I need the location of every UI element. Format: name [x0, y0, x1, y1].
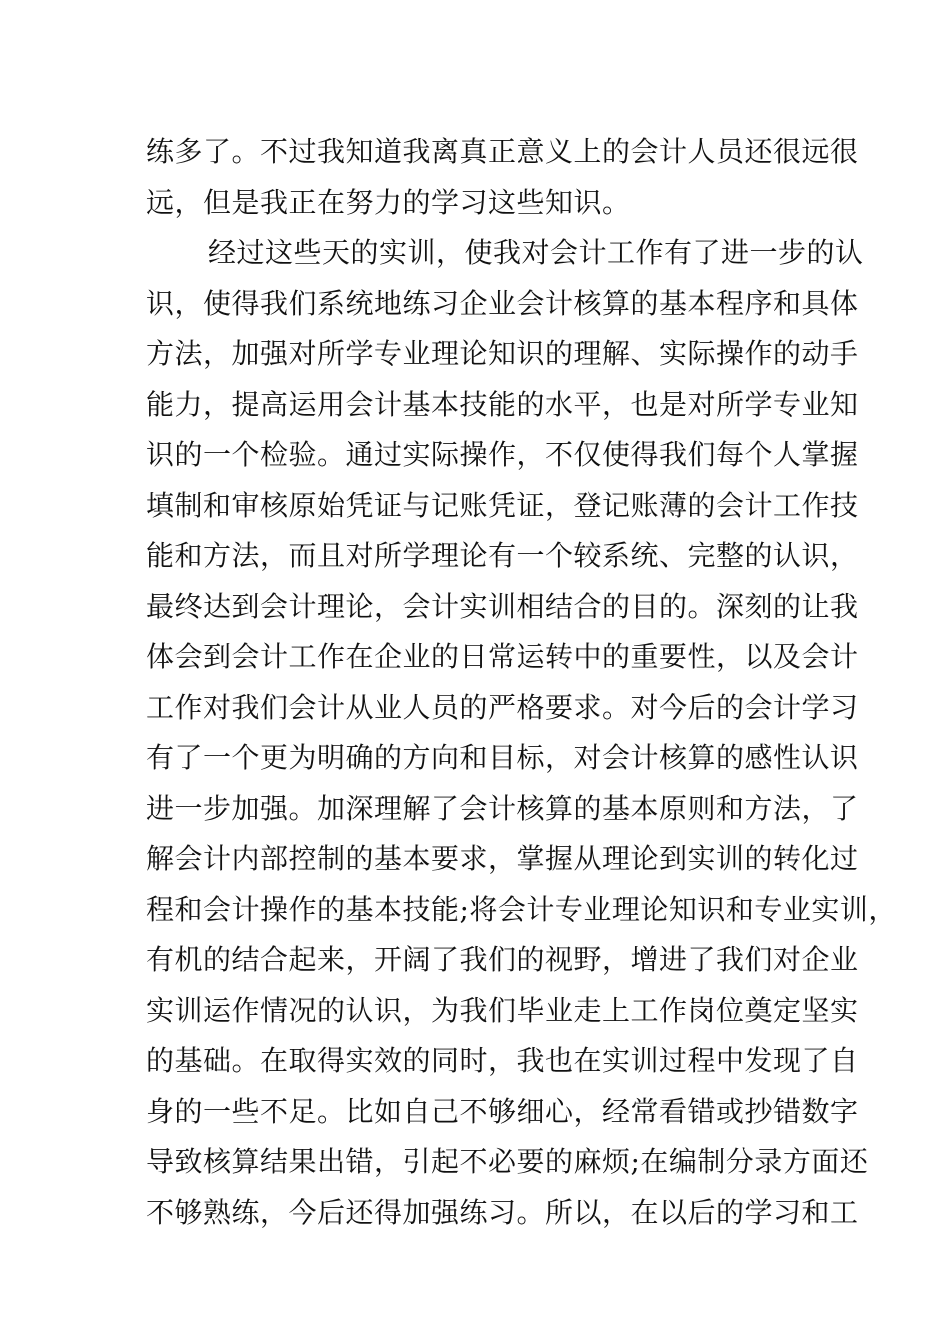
- text-line: 能和方法，而且对所学理论有一个较系统、完整的认识，: [146, 539, 859, 572]
- text-line: 实训运作情况的认识，为我们毕业走上工作岗位奠定坚实: [146, 993, 859, 1027]
- paragraph-first-line: 经过这些天的实训，使我对会计工作有了进一步的认: [208, 236, 864, 269]
- text-line: 识的一个检验。通过实际操作，不仅使得我们每个人掌握: [146, 438, 859, 471]
- text-line: 不够熟练，今后还得加强练习。所以，在以后的学习和工: [146, 1195, 859, 1229]
- text-line: 最终达到会计理论，会计实训相结合的目的。深刻的让我: [146, 589, 859, 623]
- text-line: 工作对我们会计从业人员的严格要求。对今后的会计学习: [146, 690, 859, 724]
- document-body: [146, 127, 897, 1238]
- text-line: 解会计内部控制的基本要求，掌握从理论到实训的转化过: [146, 842, 859, 875]
- text-line: 远，但是我正在努力的学习这些知识。: [146, 185, 631, 219]
- text-line: 程和会计操作的基本技能;将会计专业理论知识和专业实训，: [146, 892, 897, 926]
- text-line: 方法，加强对所学专业理论知识的理解、实际操作的动手: [146, 337, 859, 370]
- text-line: 练多了。不过我知道我离真正意义上的会计人员还很远很: [146, 135, 859, 168]
- text-line: 进一步加强。加深理解了会计核算的基本原则和方法，了: [146, 791, 859, 825]
- text-line: 体会到会计工作在企业的日常运转中的重要性，以及会计: [146, 640, 859, 673]
- text-line: 导致核算结果出错，引起不必要的麻烦;在编制分录方面还: [146, 1145, 869, 1178]
- text-line: 有机的结合起来，开阔了我们的视野，增进了我们对企业: [146, 943, 859, 976]
- text-line: 身的一些不足。比如自己不够细心，经常看错或抄错数字: [146, 1094, 859, 1128]
- text-line: 识，使得我们系统地练习企业会计核算的基本程序和具体: [146, 286, 859, 320]
- text-line: 能力，提高运用会计基本技能的水平，也是对所学专业知: [146, 387, 859, 421]
- text-line: 的基础。在取得实效的同时，我也在实训过程中发现了自: [146, 1044, 859, 1077]
- text-line: 填制和审核原始凭证与记账凭证，登记账薄的会计工作技: [146, 488, 859, 522]
- text-line: 有了一个更为明确的方向和目标，对会计核算的感性认识: [146, 741, 859, 774]
